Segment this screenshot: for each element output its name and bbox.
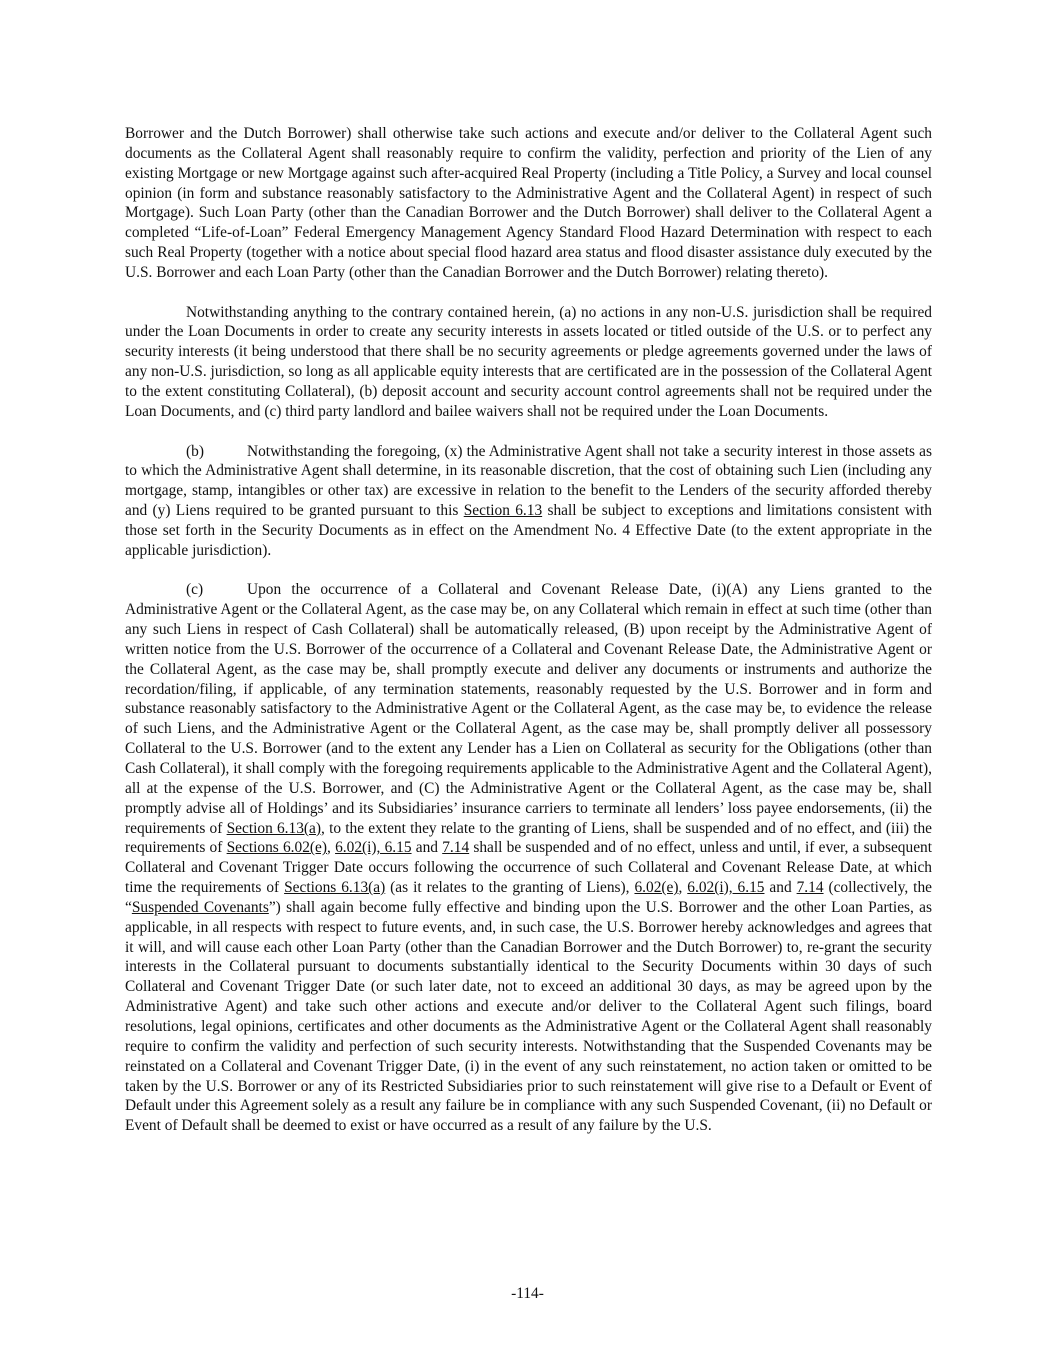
clause-label: (b) bbox=[186, 442, 204, 460]
paragraph-c bbox=[125, 580, 932, 1136]
text-run: (collectively, the “ bbox=[125, 879, 932, 916]
text-run: Notwithstanding anything to the contrary contained herein, (a) no actions in any non-U.S. jurisdiction shall be required under the Loan Documents in order to create any security interests in assets located or titled outside of the U.S. or to perfect any security interests (it being understood that there shall be no security agreements or pledge agreements governed under the laws of any non-U.S. jurisdiction, so long as all applicable equity interests that are certificated are in the possession of the Collateral Agent to the extent constituting Collateral), (b) deposit account and security account control agreements shall not be required under the Loan Documents, and (c) third party landlord and bailee waivers shall not be required under the Loan Documents. bbox=[125, 303, 932, 420]
page-number: -114- bbox=[511, 1285, 544, 1302]
section-reference: 6.02(e) bbox=[634, 879, 679, 897]
text-run: shall be subject to exceptions and limitations consistent with those set forth in the Security Documents as in effect on the Amendment No. 4 Effective Date (to the extent appropriate in the applicable jurisdiction). bbox=[125, 502, 932, 559]
text-run: ”) shall again become fully effective and binding upon the U.S. Borrower and the other Loan Parties, as applicable, in all respects with respect to future events, and, in such case, the U.S. Borrower hereby acknowledges and agrees that it will, and will cause each other Loan Party (other than the Canadian Borrower and the Dutch Borrower) to, re-grant the security interests in the Collateral pursuant to documents substantially identical to the Security Documents within 30 days of such Collateral and Covenant Trigger Date (or such later date, not to exceed an additional 30 days, as may be agreed upon by the Administrative Agent) and take such other actions and execute and/or deliver to the Collateral Agent such filings, board resolutions, legal opinions, certificates and other documents as the Administrative Agent or the Collateral Agent shall reasonably require to confirm the validity and perfection of such security interests. Notwithstanding that the Suspended Covenants may be reinstated on a Collateral and Covenant Trigger Date, (i) in the event of any such reinstatement, no action taken or omitted to be taken by the U.S. Borrower or any of its Restricted Subsidiaries prior to such reinstatement will give rise to a Default or Event of Default under this Agreement solely as a result any failure be in compliance with any such Suspended Covenant, (ii) no Default or Event of Default shall be deemed to exist or have occurred as a result of any failure by the U.S. bbox=[125, 898, 932, 1135]
section-reference: 7.14 bbox=[442, 839, 470, 857]
paragraph-continuation bbox=[125, 124, 932, 283]
section-reference: Sections 6.02(e) bbox=[226, 839, 327, 857]
text-run: Borrower and the Dutch Borrower) shall otherwise take such actions and execute and/or deliver to the Collateral Agent such documents as the Collateral Agent shall reasonably require to confirm the validity, perfection and priority of the Lien of any existing Mortgage or new Mortgage against such after-acquired Real Property (including a Title Policy, a Survey and local counsel opinion (in form and substance reasonably satisfactory to the Administrative Agent and the Collateral Agent) in respect of such Mortgage). Such Loan Party (other than the Canadian Borrower and the Dutch Borrower) shall deliver to the Collateral Agent a completed “Life-of-Loan” Federal Emergency Management Agency Standard Flood Hazard Determination with respect to each such Real Property (together with a notice about special flood hazard area status and flood disaster assistance duly executed by the U.S. Borrower and each Loan Party (other than the Canadian Borrower and the Dutch Borrower) relating thereto). bbox=[125, 125, 932, 281]
section-reference: 6.02(i), 6.15 bbox=[335, 839, 412, 857]
text-run: , bbox=[678, 879, 688, 897]
text-run: and bbox=[411, 839, 443, 857]
text-run: , to the extent they relate to the granting of Liens, shall be suspended and of no effect, and (iii) the requirements of bbox=[125, 819, 933, 857]
text-run: and bbox=[764, 879, 797, 897]
section-reference: Sections 6.13(a) bbox=[284, 879, 386, 897]
text-run: , bbox=[327, 839, 336, 857]
document-page bbox=[125, 124, 932, 1156]
clause-label: (c) bbox=[186, 581, 204, 599]
section-reference: Section 6.13 bbox=[463, 502, 543, 520]
text-run: Notwithstanding the foregoing, (x) the Administrative Agent shall not take a security interest in those assets as to which the Administrative Agent shall determine, in its reasonable discretion, that the cost of obtaining such Lien (including any mortgage, stamp, intangibles or other tax) are excessive in relation to the benefit to the Lenders of the security afforded thereby and (y) Liens required to be granted pursuant to this bbox=[125, 442, 932, 520]
paragraph-b bbox=[125, 442, 932, 561]
text-run: Upon the occurrence of a Collateral and Covenant Release Date, (i)(A) any Liens granted to the Administrative Agent or the Collateral Agent, as the case may be, on any Collateral which remain in effect at such time (other than any such Liens in respect of Cash Collateral) shall be automatically released, (B) upon receipt by the Administrative Agent of written notice from the U.S. Borrower of the occurrence of a Collateral and Covenant Release Date, the Administrative Agent or the Collateral Agent, as the case may be, shall promptly execute and deliver any documents or instruments and authorize the recordation/filing, if applicable, of any termination statements, reasonably requested by the U.S. Borrower and in form and substance reasonably satisfactory to the Administrative Agent or the Collateral Agent, as the case may be, to evidence the release of such Liens, and the Administrative Agent or the Collateral Agent, as the case may be, shall promptly deliver all possessory Collateral to the U.S. Borrower (and to the extent any Lender has a Lien on Collateral as security for the Obligations (other than Cash Collateral), it shall comply with the foregoing requirements applicable to the Administrative Agent and the Collateral Agent), all at the expense of the U.S. Borrower, and (C) the Administrative Agent or the Collateral Agent, as the case may be, shall promptly advise all of Holdings’ and its Subsidiaries’ insurance carriers to terminate all lenders’ loss payee endorsements, (ii) the requirements of bbox=[125, 581, 932, 837]
section-reference: Section 6.13(a) bbox=[226, 819, 322, 837]
text-run: shall be suspended and of no effect, unless and until, if ever, a subsequent Collateral and Covenant Trigger Date occurs following the occurrence of such Collateral and Covenant Release Date, at which time the requirements of bbox=[125, 839, 933, 897]
text-run: (as it relates to the granting of Liens), bbox=[385, 879, 635, 897]
paragraph-notwithstanding bbox=[125, 303, 932, 422]
defined-term: Suspended Covenants bbox=[131, 898, 269, 916]
section-reference: 7.14 bbox=[796, 879, 824, 897]
section-reference: 6.02(i), 6.15 bbox=[687, 879, 765, 897]
